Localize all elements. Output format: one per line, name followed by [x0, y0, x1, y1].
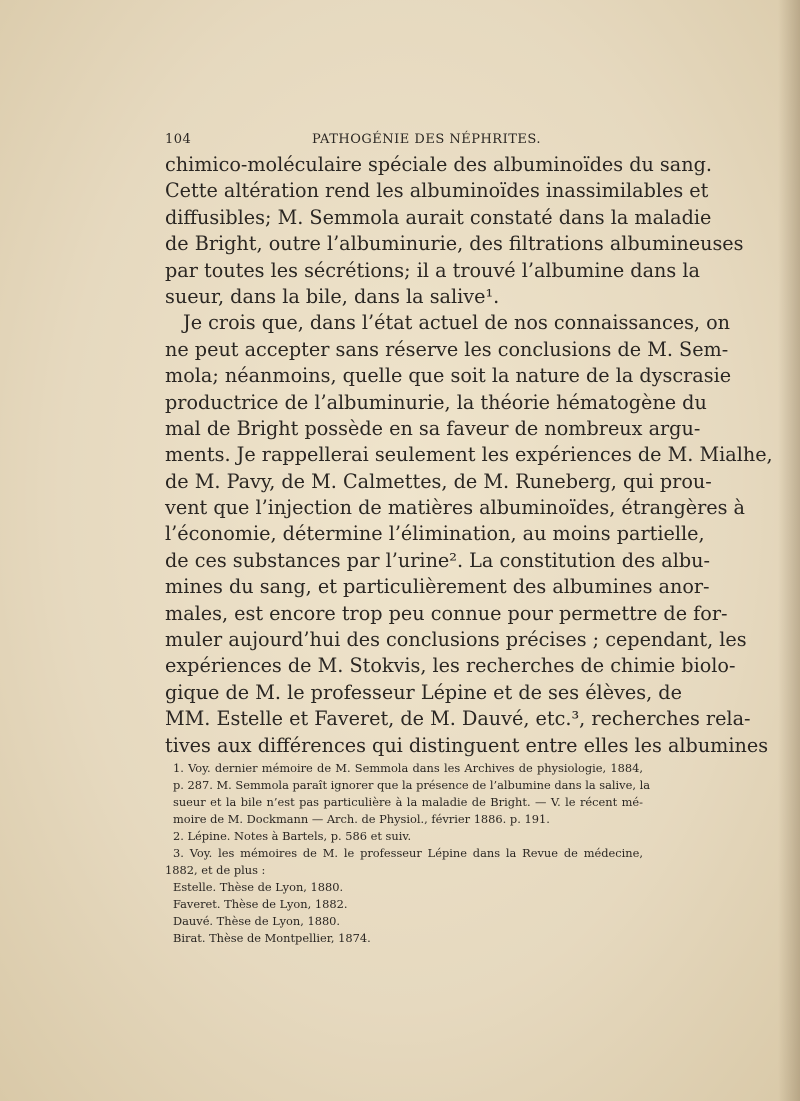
text-line: males, est encore trop peu connue pour permettre de for-: [165, 601, 728, 625]
footnote-line: sueur et la bile n’est pas particulière à la maladie de Bright. — V. le récent mé-: [173, 795, 643, 809]
text-line: sueur, dans la bile, dans la salive¹.: [165, 284, 500, 308]
footnote-line: Birat. Thèse de Montpellier, 1874.: [173, 931, 371, 945]
footnote-line: 1. Voy. dernier mémoire de M. Semmola dans les Archives de physiologie, 1884,: [173, 761, 643, 775]
footnote-line: Estelle. Thèse de Lyon, 1880.: [173, 880, 344, 894]
footnote-line: Faveret. Thèse de Lyon, 1882.: [173, 897, 348, 911]
text-line: mal de Bright possède en sa faveur de nombreux argu-: [165, 416, 701, 440]
text-line: de M. Pavy, de M. Calmettes, de M. Runeberg, qui prou-: [165, 469, 712, 493]
page-header: [165, 132, 643, 152]
text-line: expériences de M. Stokvis, les recherches de chimie biolo-: [165, 654, 736, 678]
text-line: l’économie, détermine l’élimination, au moins partielle,: [165, 522, 705, 546]
text-line: tives aux différences qui distinguent entre elles les albumines: [165, 733, 769, 757]
text-line: muler aujourd’hui des conclusions précises ; cependant, les: [165, 628, 747, 652]
footnote-line: p. 287. M. Semmola paraît ignorer que la présence de l’albumine dans la salive, la: [173, 778, 651, 792]
text-line: diffusibles; M. Semmola aurait constaté dans la maladie: [165, 205, 712, 229]
footnote-line: 3. Voy. les mémoires de M. le professeur Lépine dans la Revue de médecine,: [173, 846, 643, 860]
text-line: par toutes les sécrétions; il a trouvé l’albumine dans la: [165, 258, 700, 282]
text-line: mines du sang, et particulièrement des albumines anor-: [165, 575, 710, 599]
footnote-line: Dauvé. Thèse de Lyon, 1880.: [173, 914, 341, 928]
text-line: chimico-moléculaire spéciale des albuminoïdes du sang.: [165, 153, 712, 176]
text-line: gique de M. le professeur Lépine et de ses élèves, de: [165, 680, 682, 704]
footnote-line: 1882, et de plus :: [165, 863, 266, 877]
running-title: PATHOGÉNIE DES NÉPHRITES.: [312, 132, 541, 147]
body-text: [165, 152, 773, 759]
text-line: ne peut accepter sans réserve les conclusions de M. Sem-: [165, 337, 729, 361]
text-line: ments. Je rappellerai seulement les expériences de M. Mialhe,: [165, 443, 773, 467]
footnotes: [165, 760, 651, 947]
page-number: 104: [165, 132, 192, 147]
text-line: Je crois que, dans l’état actuel de nos connaissances, on: [183, 311, 731, 335]
footnote-line: 2. Lépine. Notes à Bartels, p. 586 et suiv.: [173, 829, 412, 843]
page-edge-shadow: [778, 0, 800, 1101]
footnote-line: moire de M. Dockmann — Arch. de Physiol., février 1886. p. 191.: [173, 812, 550, 826]
text-line: mola; néanmoins, quelle que soit la nature de la dyscrasie: [165, 364, 732, 388]
text-line: Cette altération rend les albuminoïdes inassimilables et: [165, 179, 709, 203]
text-line: de Bright, outre l’albuminurie, des filtrations albumineuses: [165, 232, 744, 256]
text-line: productrice de l’albuminurie, la théorie hématogène du: [165, 390, 707, 414]
text-line: de ces substances par l’urine². La constitution des albu-: [165, 548, 711, 572]
text-line: MM. Estelle et Faveret, de M. Dauvé, etc.³, recherches rela-: [165, 707, 751, 731]
text-line: vent que l’injection de matières albuminoïdes, étrangères à: [165, 496, 746, 520]
